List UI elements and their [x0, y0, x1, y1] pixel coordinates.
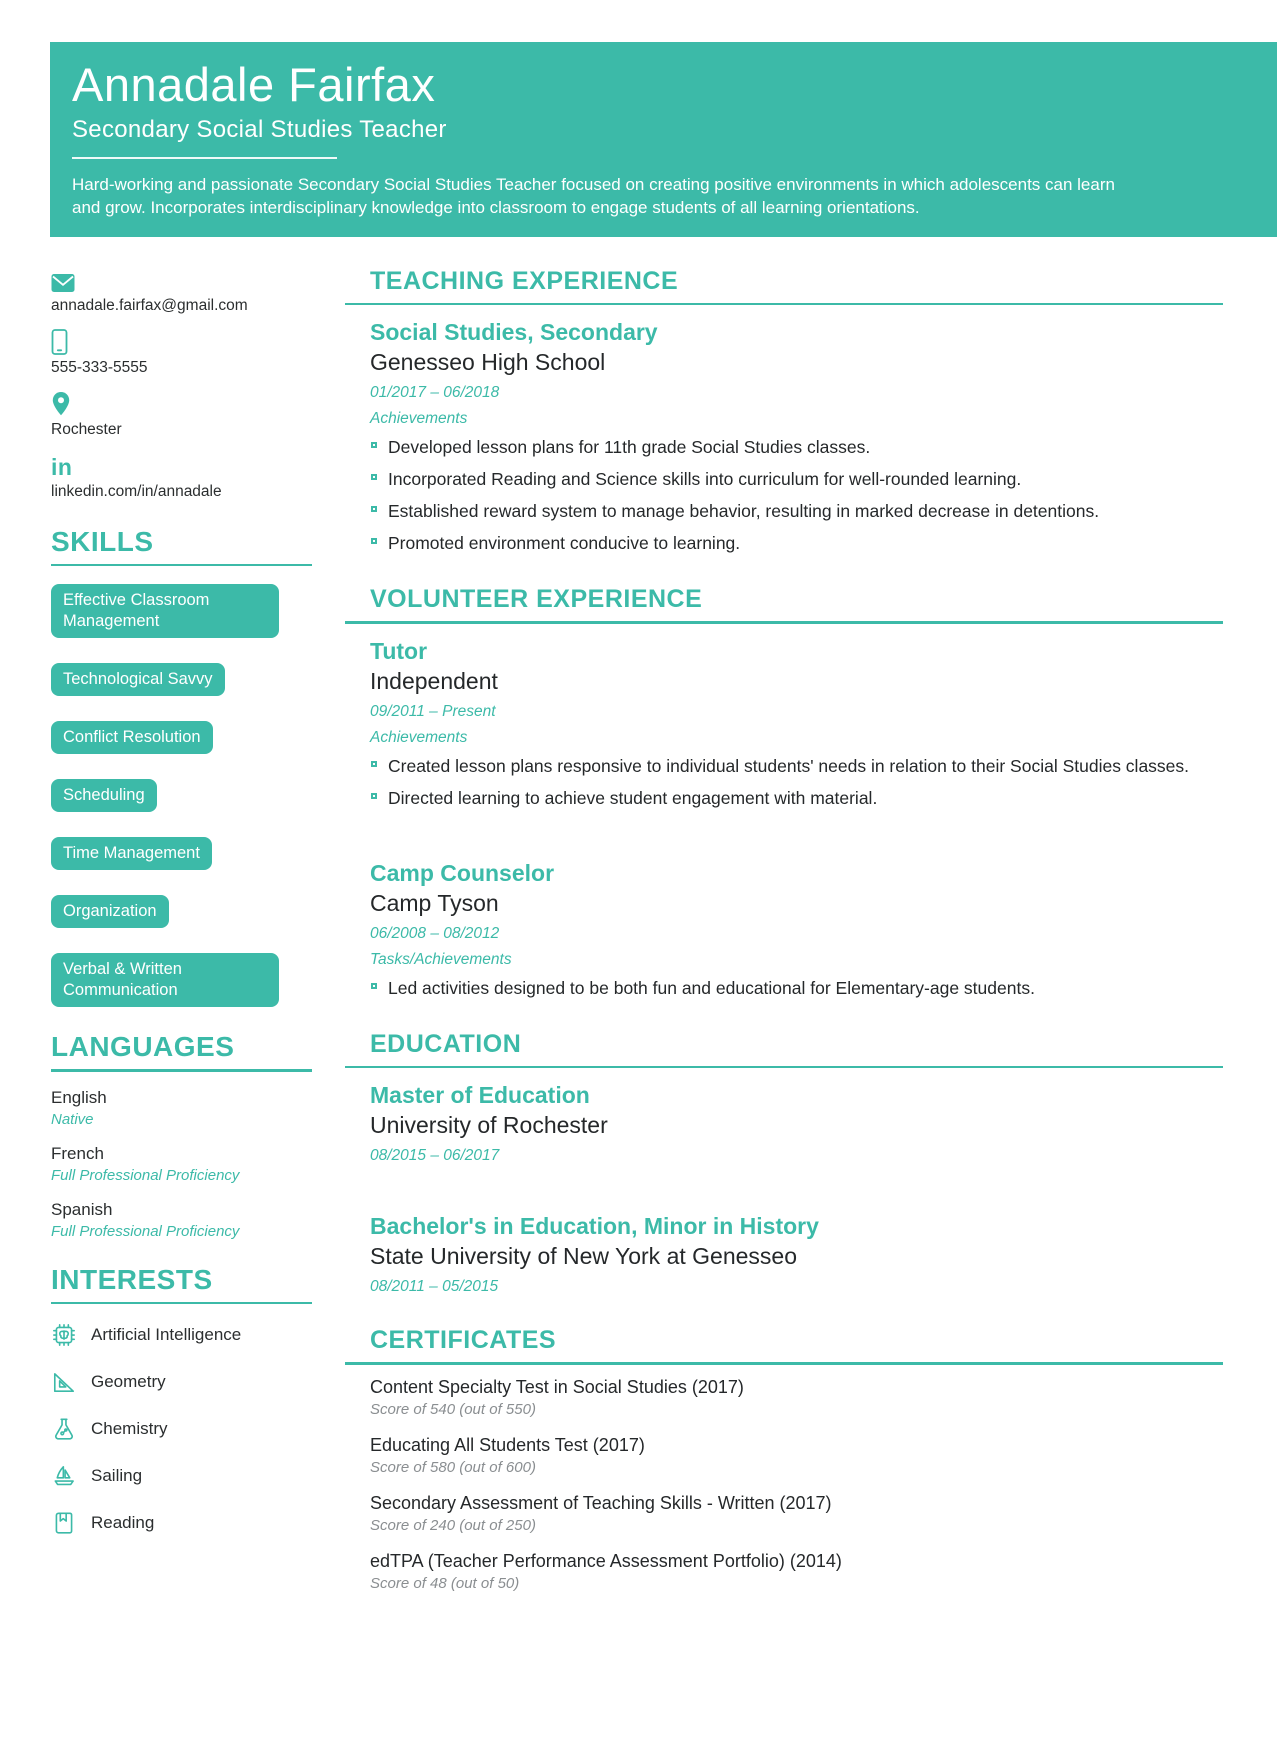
email-icon: [51, 267, 312, 293]
linkedin-icon: in: [51, 453, 73, 480]
experience-entry: [370, 305, 1223, 555]
entry-organization: Camp Tyson: [370, 889, 499, 916]
bullet-list: [370, 977, 1223, 1000]
volunteer-experience-section: [345, 585, 1223, 1000]
interests-list: [51, 1322, 312, 1536]
interest-item: [51, 1322, 312, 1348]
interests-section: [51, 1264, 312, 1537]
entry-dates: 06/2008 – 08/2012: [370, 924, 500, 942]
bullet-item: Developed lesson plans for 11th grade Social Studies classes.: [370, 436, 1223, 459]
certificate-score: Score of 580 (out of 600): [370, 1458, 536, 1476]
language-level: Native: [51, 1110, 94, 1128]
skill-pill: Verbal & Written Communication: [51, 953, 279, 1007]
language-name: Spanish: [51, 1199, 113, 1219]
entry-achievements-label: Achievements: [370, 410, 468, 428]
certificate-item: [370, 1377, 1223, 1418]
flask-icon: [51, 1416, 77, 1442]
square-bullet-icon: [371, 474, 377, 480]
profile-summary: Hard-working and passionate Secondary Social Studies Teacher focused on creating positive environments in which adolescents can learn and grow. Incorporates interdisciplinary knowledge into classroom to engage students of all learning orientations.: [72, 174, 1115, 217]
certificate-title: Content Specialty Test in Social Studies (2017): [370, 1376, 744, 1397]
certificates-section: [345, 1326, 1223, 1592]
contact-linkedin: [51, 453, 312, 502]
certificate-item: [370, 1493, 1223, 1534]
bullet-item: Created lesson plans responsive to individual students' needs in relation to their Social Studies classes.: [370, 755, 1223, 778]
interest-item: [51, 1416, 312, 1442]
resume-page: [0, 42, 1280, 1622]
title-underline: [72, 157, 337, 159]
language-level: Full Professional Proficiency: [51, 1222, 240, 1240]
square-bullet-icon: [371, 793, 377, 799]
contact-location: [51, 391, 312, 440]
section-heading: CERTIFICATES: [370, 1326, 557, 1355]
skills-heading-rule: [51, 564, 312, 567]
linkedin-value: linkedin.com/in/annadale: [51, 482, 222, 500]
location-value: Rochester: [51, 420, 122, 438]
bullet-item: Incorporated Reading and Science skills into curriculum for well-rounded learning.: [370, 468, 1223, 491]
job-title: Secondary Social Studies Teacher: [72, 115, 447, 143]
language-item: [51, 1088, 312, 1128]
language-name: English: [51, 1087, 107, 1107]
interest-label: Reading: [91, 1513, 155, 1533]
skill-pill: Time Management: [51, 837, 212, 870]
skill-pill: Conflict Resolution: [51, 721, 213, 754]
languages-section: [51, 1031, 312, 1240]
certificates-list: [345, 1365, 1223, 1592]
interests-heading: INTERESTS: [51, 1263, 213, 1295]
skills-heading: SKILLS: [51, 525, 154, 557]
entry-organization: Independent: [370, 667, 498, 694]
ai-chip-icon: [51, 1322, 77, 1348]
education-entry: [370, 1068, 1223, 1165]
certificate-item: [370, 1551, 1223, 1592]
section-heading: EDUCATION: [370, 1029, 522, 1058]
interest-item: [51, 1369, 312, 1395]
book-icon: [51, 1510, 77, 1536]
bullet-list: [370, 436, 1223, 555]
skill-pill: Technological Savvy: [51, 663, 225, 696]
person-name: Annadale Fairfax: [72, 58, 436, 111]
entry-dates: 08/2015 – 06/2017: [370, 1147, 500, 1165]
entry-title: Tutor: [370, 637, 428, 664]
certificate-title: Secondary Assessment of Teaching Skills - Written (2017): [370, 1492, 832, 1513]
languages-heading: LANGUAGES: [51, 1031, 235, 1063]
education-section: [345, 1030, 1223, 1297]
interest-label: Sailing: [91, 1466, 143, 1486]
teaching-experience-section: [345, 267, 1223, 556]
interest-label: Artificial Intelligence: [91, 1325, 242, 1345]
degree-title: Master of Education: [370, 1082, 590, 1109]
contact-email: [51, 267, 312, 316]
skill-pill: Organization: [51, 895, 169, 928]
language-item: [51, 1144, 312, 1184]
entry-organization: Genesseo High School: [370, 349, 606, 376]
entry-dates: 08/2011 – 05/2015: [370, 1278, 499, 1296]
location-pin-icon: [51, 391, 312, 417]
languages-heading-rule: [51, 1069, 312, 1072]
sailboat-icon: [51, 1463, 77, 1489]
skill-pill: Scheduling: [51, 779, 157, 812]
body-columns: [51, 267, 1280, 1622]
language-name: French: [51, 1143, 104, 1163]
phone-value: 555-333-5555: [51, 358, 148, 376]
certificate-title: edTPA (Teacher Performance Assessment Portfolio) (2014): [370, 1550, 842, 1571]
degree-title: Bachelor's in Education, Minor in History: [370, 1213, 819, 1240]
contact-phone: [51, 329, 312, 378]
interest-item: [51, 1510, 312, 1536]
square-bullet-icon: [371, 538, 377, 544]
certificate-title: Educating All Students Test (2017): [370, 1434, 645, 1455]
certificate-score: Score of 540 (out of 550): [370, 1400, 536, 1418]
school-name: University of Rochester: [370, 1112, 608, 1139]
resume-header: [50, 42, 1277, 237]
section-heading: TEACHING EXPERIENCE: [370, 266, 679, 295]
bullet-item: Established reward system to manage behavior, resulting in marked decrease in detentions.: [370, 500, 1223, 523]
skill-pill: Effective Classroom Management: [51, 584, 279, 638]
languages-list: [51, 1088, 312, 1240]
entry-title: Social Studies, Secondary: [370, 319, 658, 346]
experience-entry: [370, 624, 1223, 810]
bullet-item: Directed learning to achieve student engagement with material.: [370, 787, 1223, 810]
interests-heading-rule: [51, 1302, 312, 1305]
entry-title: Camp Counselor: [370, 859, 555, 886]
square-bullet-icon: [371, 506, 377, 512]
education-entry: [370, 1191, 1223, 1296]
sidebar: [51, 267, 312, 1622]
section-heading: VOLUNTEER EXPERIENCE: [370, 585, 703, 614]
certificate-score: Score of 240 (out of 250): [370, 1516, 536, 1534]
interest-label: Geometry: [91, 1372, 166, 1392]
main-column: [345, 267, 1223, 1622]
email-value: annadale.fairfax@gmail.com: [51, 296, 248, 314]
skills-section: [51, 526, 312, 1008]
bullet-item: Promoted environment conducive to learning.: [370, 532, 1223, 555]
square-bullet-icon: [371, 983, 377, 989]
bullet-item: Led activities designed to be both fun and educational for Elementary-age students.: [370, 977, 1223, 1000]
language-level: Full Professional Proficiency: [51, 1166, 240, 1184]
entry-dates: 09/2011 – Present: [370, 702, 496, 720]
set-square-icon: [51, 1369, 77, 1395]
interest-item: [51, 1463, 312, 1489]
language-item: [51, 1200, 312, 1240]
square-bullet-icon: [371, 442, 377, 448]
bullet-list: [370, 755, 1223, 810]
entry-achievements-label: Tasks/Achievements: [370, 950, 512, 968]
contact-section: [51, 267, 312, 502]
entry-dates: 01/2017 – 06/2018: [370, 384, 500, 402]
entry-achievements-label: Achievements: [370, 728, 468, 746]
certificate-score: Score of 48 (out of 50): [370, 1574, 520, 1592]
skills-list: [51, 584, 312, 1007]
interest-label: Chemistry: [91, 1419, 168, 1439]
phone-icon: [51, 329, 312, 355]
school-name: State University of New York at Genesseo: [370, 1243, 797, 1270]
certificate-item: [370, 1435, 1223, 1476]
experience-entry: [370, 836, 1223, 1000]
square-bullet-icon: [371, 761, 377, 767]
